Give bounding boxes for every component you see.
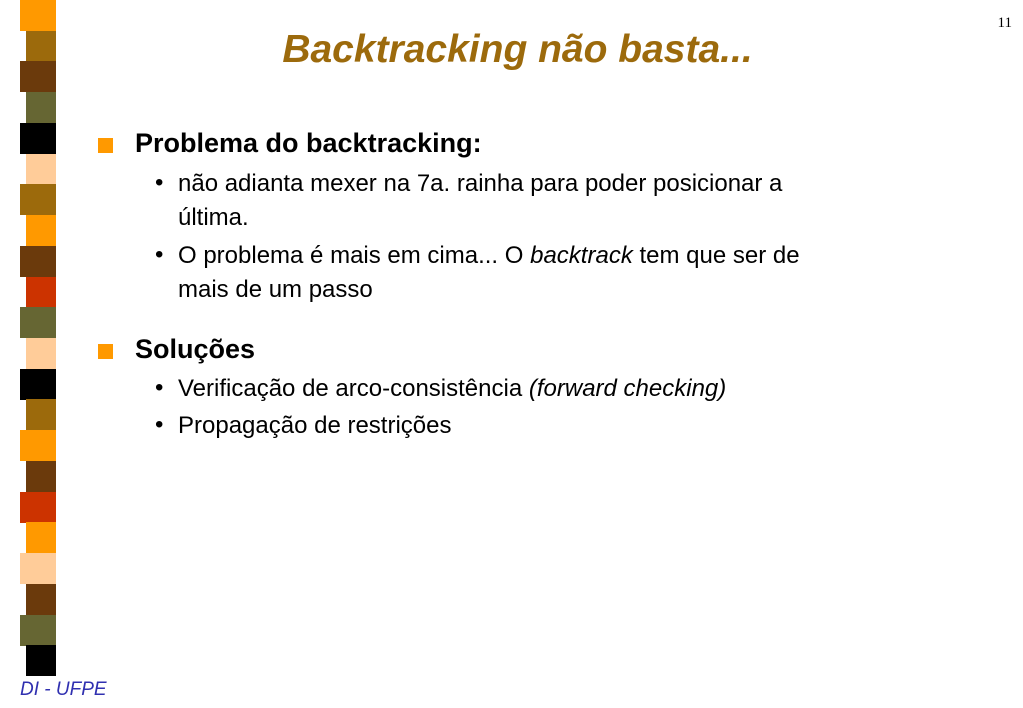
stripe-block (26, 215, 56, 246)
bullet-dot-icon: • (155, 241, 164, 268)
section-heading: Soluções (135, 334, 256, 364)
bullet-dot-icon: • (155, 169, 164, 196)
stripe-block (26, 461, 56, 492)
decorative-stripe-column (0, 0, 58, 708)
stripe-block (26, 645, 56, 676)
stripe-block (26, 338, 56, 369)
page-number: 11 (997, 15, 1012, 31)
section-heading: Problema do backtracking: (135, 128, 482, 158)
italic-term: (forward checking) (528, 375, 727, 402)
bullet-text-line (178, 239, 800, 273)
bullet-text-line: não adianta mexer na 7a. rainha para poder posicionar a (178, 170, 783, 197)
stripe-block (20, 123, 56, 154)
stripe-block (26, 522, 56, 553)
bullet-text-line: Propagação de restrições (178, 412, 452, 439)
stripe-block (20, 492, 56, 523)
stripe-block (20, 553, 56, 584)
stripe-block (26, 399, 56, 430)
stripe-block (26, 92, 56, 123)
slide-title: Backtracking não basta... (282, 28, 753, 71)
stripe-block (20, 369, 56, 400)
stripe-block (20, 184, 56, 215)
text-segment: Verificação de arco-consistência (178, 375, 529, 402)
stripe-block (20, 246, 56, 277)
stripe-block (20, 615, 56, 646)
bullet-text-line: mais de um passo (178, 276, 373, 303)
bullet-dot-icon: • (155, 411, 164, 438)
bullet-text-line (178, 372, 726, 406)
bullet-text-line: última. (178, 204, 249, 231)
stripe-block (20, 307, 56, 338)
stripe-block (26, 154, 56, 185)
stripe-block (26, 584, 56, 615)
text-segment: O problema é mais em cima... O (178, 242, 531, 269)
stripe-block (20, 430, 56, 461)
stripe-block (20, 0, 56, 31)
footer-label: DI - UFPE (20, 679, 107, 700)
square-bullet-icon (98, 344, 113, 359)
bullet-dot-icon: • (155, 374, 164, 401)
text-segment: tem que ser de (632, 242, 800, 269)
italic-term: backtrack (530, 242, 633, 269)
stripe-block (26, 277, 56, 308)
square-bullet-icon (98, 138, 113, 153)
